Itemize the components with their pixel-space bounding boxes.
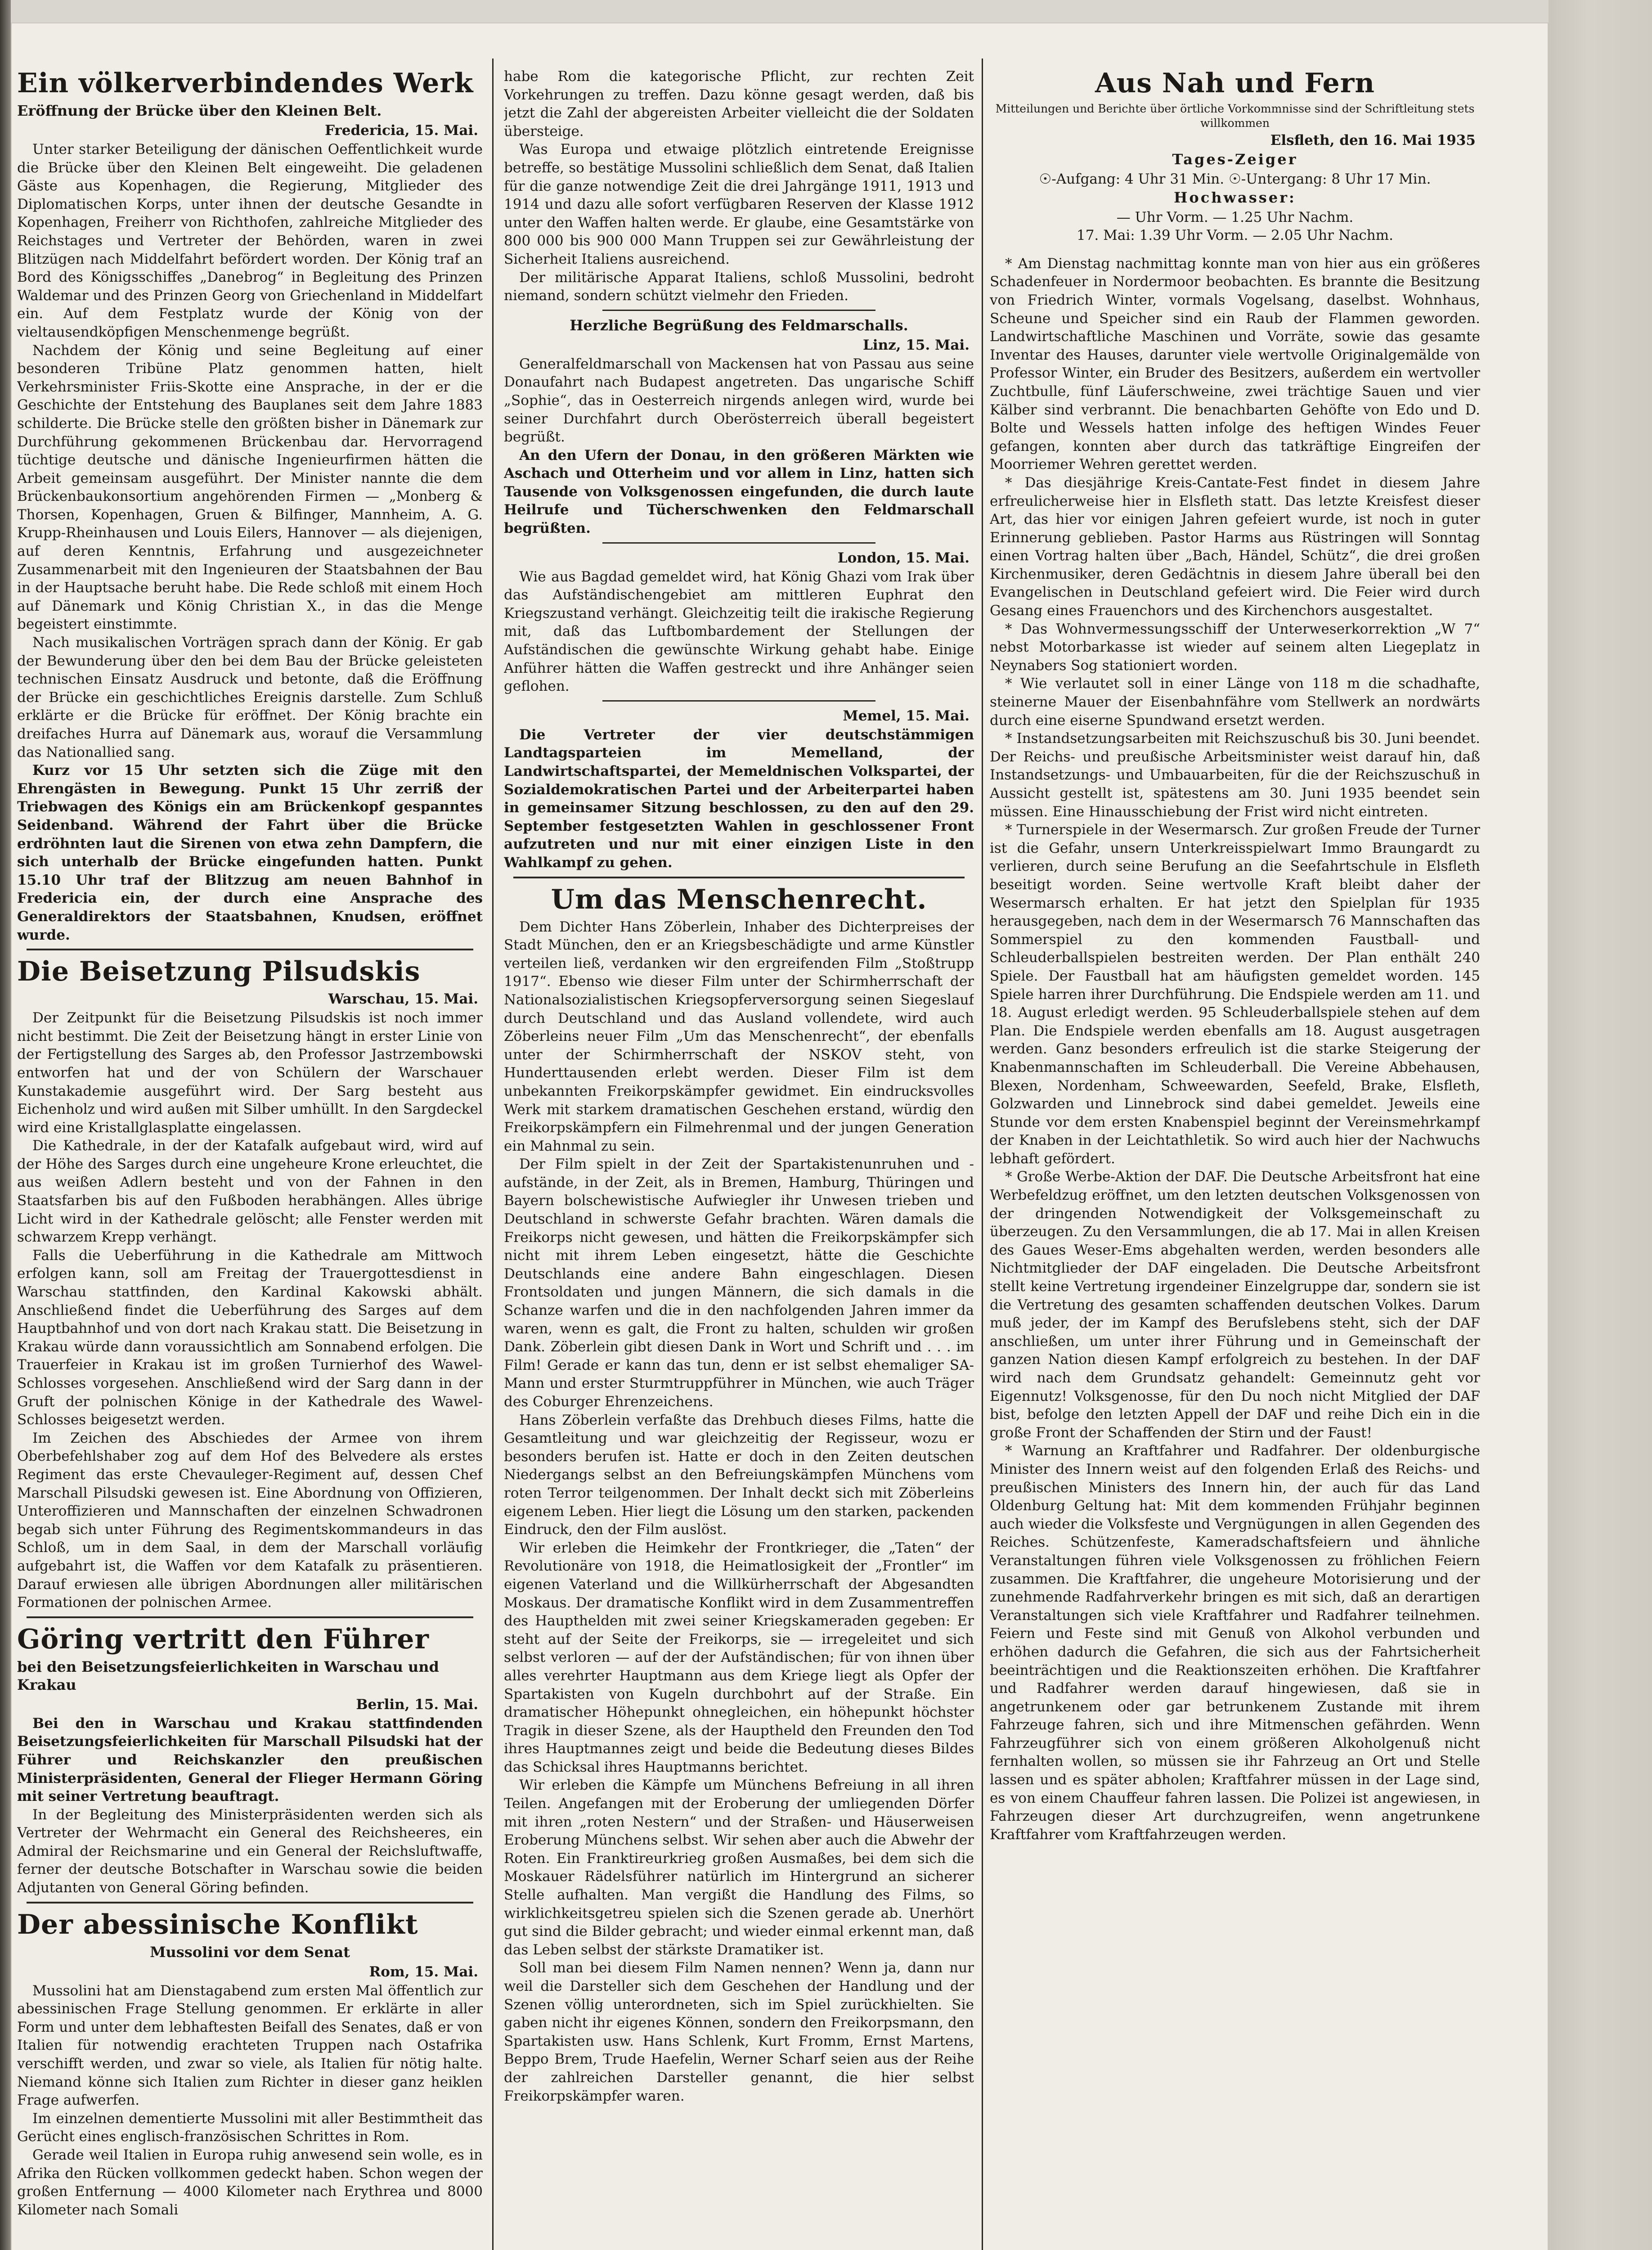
- sun-times: ☉-Aufgang: 4 Uhr 31 Min. ☉-Untergang: 8 Uhr 17 Min.: [1039, 171, 1431, 187]
- article-subhead: Eröffnung der Brücke über den Kleinen Belt.: [17, 102, 382, 119]
- article-dateline: Fredericia, 15. Mai.: [324, 122, 478, 139]
- article-paragraph: Soll man bei diesem Film Namen nennen? Wenn ja, dann nur weil die Darsteller sich dem Geschehen der Handlung und der Szenen völlig unterordneten, sich im Spiel zurückhielten. Sie gaben nicht ihr eigenes Können, sondern den Freikorpsmann, den Spartakisten usw. Hans Schlenk, Kurt Fromm, Ernst Martens, Beppo Brem, Trude Haefelin, Werner Scharf seien aus der Reihe der zahlreichen Darsteller genannt, die hier selbst Freikorpskämpfer waren.: [504, 1960, 974, 2104]
- article-memel: [504, 707, 974, 872]
- article-paragraph: Mussolini hat am Dienstagabend zum ersten Mal öffentlich zur abessinischen Frage Stellung genommen. Er erklärte in aller Form und unter dem lebhaftesten Beifall des Senates, daß er von Italien für notwendig erachteten Truppen nach Ostafrika verschifft werden, und zwar so viele, als Italien für nötig halte. Niemand könne sich Italien zum Richter in dieser ganz heiklen Frage aufwerfen.: [17, 1982, 483, 2109]
- article-headline: Ein völkerverbindendes Werk: [17, 68, 474, 99]
- article-dateline: Warschau, 15. Mai.: [328, 991, 478, 1008]
- article-paragraph-bold: Die Vertreter der vier deutschstämmigen Landtagsparteien im Memelland, der Landwirtschaftspartei, der Memeldnischen Volkspartei, der Sozialdemokratischen Partei und der Arbeiterpartei haben in gemeinsamer Sitzung beschlossen, zu den auf den 29. September festgesetzten Wahlen in geschlossener Front aufzutreten und nur mit einer einzigen Liste in den Wahlkampf zu gehen.: [504, 726, 974, 871]
- section-title: Aus Nah und Fern: [1095, 68, 1375, 99]
- article-subhead: Mussolini vor dem Senat: [150, 1943, 350, 1961]
- article-separator: [602, 310, 875, 311]
- article-paragraph: Im Zeichen des Abschiedes der Armee von ihrem Oberbefehlshaber zog auf dem Hof des Belvedere als erstes Regiment das erste Chevauleger-Regiment auf, dessen Chef Marschall Pilsudski gewesen ist. Eine Abordnung von Offizieren, Unteroffizieren und Mannschaften der einzelnen Schwadronen begab sich unter Führung des Regimentskommandeurs in das Schloß, um in dem Saal, in dem der Marschall vorläufig aufgebahrt ist, die Waffen vor dem Katafalk zu präsentieren. Darauf erwiesen alle übrigen Abordnungen aller militärischen Formationen der polnischen Armee.: [17, 1430, 483, 1611]
- article-paragraph: Falls die Ueberführung in die Kathedrale am Mittwoch erfolgen kann, soll am Freitag der Trauergottesdienst in Warschau stattfinden, den Kardinal Kakowski abhält. Anschließend findet die Ueberführung des Sarges auf dem Hauptbahnhof und von dort nach Krakau statt. Die Beisetzung in Krakau würde dann voraussichtlich am Sonnabend erfolgen. Die Trauerfeier in Krakau ist im großen Turnierhof des Wawel-Schlosses vorgesehen. Anschließend wird der Sarg dann in der Gruft der polnischen Könige in der Kathedrale des Wawel-Schlosses beigesetzt werden.: [17, 1247, 483, 1428]
- article-paragraph: Wie aus Bagdad gemeldet wird, hat König Ghazi vom Irak über das Aufständischengebiet am mittleren Euphrat den Kriegszustand verhängt. Gleichzeitig teilt die irakische Regierung mit, daß das Luftbombardement der Stellungen der Aufständischen die gewünschte Wirkung gehabt habe. Einige Anführer hätten die Waffen gestreckt und ihre Anhänger seien geflohen.: [504, 568, 974, 695]
- article-headline: Um das Menschenrecht.: [551, 883, 927, 915]
- article-paragraph: Der Zeitpunkt für die Beisetzung Pilsudskis ist noch immer nicht bestimmt. Die Zeit der Beisetzung hängt in erster Linie von der Fertigstellung des Sarges ab, den Professor Jastrzembowski entworfen hat und der von Schülern der Warschauer Kunstakademie ausgeführt wird. Der Sarg besteht aus Eichenholz und wird außen mit Silber umhüllt. In den Sargdeckel wird eine Kristallglasplatte eingelassen.: [17, 1010, 483, 1136]
- article-film: [504, 884, 974, 2106]
- article-paragraph: Der Film spielt in der Zeit der Spartakistenunruhen und -aufstände, in der Zeit, als in Bremen, Hamburg, Thüringen und Bayern bolschewistische Aufwiegler ihr Unwesen trieben und Deutschland in schwerste Gefahr brachten. Wären damals die Freikorps nicht gewesen, und hätten die Freikorpskämpfer sich nicht mit ihrem Leben eingesetzt, hätte die Geschichte Deutschlands eine andere Bahn eingeschlagen. Diesen Frontsoldaten und jungen Männern, die sich damals in die Schanze warfen und die in den nachfolgenden Jahren immer da waren, wenn es galt, die Front zu halten, schulden wir großen Dank. Zöberlein gibt diesen Dank in Wort und Schrift und . . . im Film! Gerade er kann das tun, denn er ist selbst ehemaliger SA-Mann und erster Sturmtruppführer in München, wie auch Träger des Coburger Ehrenzeichens.: [504, 1156, 974, 1410]
- article-subhead: bei den Beisetzungsfeierlichkeiten in Warschau und Krakau: [17, 1658, 439, 1693]
- section-dateline: Elsfleth, den 16. Mai 1935: [1270, 132, 1476, 148]
- tageszeiger-box: [990, 150, 1480, 245]
- local-news-masthead: [990, 68, 1480, 149]
- article-paragraph: Im einzelnen dementierte Mussolini mit aller Bestimmtheit das Gerücht eines englisch-französischen Schrittes in Rom.: [17, 2110, 483, 2145]
- local-news-item: * Instandsetzungsarbeiten mit Reichszuschuß bis 30. Juni beendet. Der Reichs- und preußische Arbeitsminister weist darauf hin, daß Instandsetzungs- und Umbauarbeiten, für die der Reichszuschuß in Aussicht gestellt ist, spätestens am 30. Juni 1935 beendet sein müssen. Eine Hinausschiebung der Frist wird nicht eintreten.: [990, 730, 1480, 820]
- article-paragraph: Gerade weil Italien in Europa ruhig anwesend sein wolle, es in Afrika den Rücken vollkommen gedeckt haben. Schon wegen der großen Entfernung — 4000 Kilometer nach Erythrea und 8000 Kilometer nach Somali: [17, 2147, 483, 2218]
- binding-edge: [0, 0, 11, 2250]
- scan-background-margin: [1549, 0, 1652, 2250]
- column-rule: [492, 58, 494, 2250]
- article-dateline: Linz, 15. Mai.: [863, 337, 970, 353]
- local-news-item: * Am Dienstag nachmittag konnte man von hier aus ein größeres Schadenfeuer in Nordermoor beobachten. Es brannte die Besitzung von Friedrich Winter, vormals Vogelsang, daselbst. Wohnhaus, Scheune und Speicher sind ein Raub der Flammen geworden. Landwirtschaftliche Maschinen und Vorräte, sowie das gesamte Inventar des Hauses, darunter viele wertvolle Originalgemälde von Professor Winter, ein Bruder des Besitzers, außerdem ein wertvoller Zuchtbulle, fünf Läuferschweine, zwei trächtige Sauen und vier Kälber sind verbrannt. Die benachbarten Gehöfte von Edo und D. Bolte und Wessels hatten infolge des heftigen Windes Feuer gefangen, konnten aber durch das tatkräftige Eingreifen der Moorriemer Wehren gerettet werden.: [990, 255, 1480, 473]
- article-paragraph: Dem Dichter Hans Zöberlein, Inhaber des Dichterpreises der Stadt München, den er an Kriegsbeschädigte und arme Künstler verteilen ließ, verdanken wir den ergreifenden Film „Stoßtrupp 1917“. Ebenso wie dieser Film unter der Schirmherrschaft der Nationalsozialistischen Kriegsopferversorgung seinen Siegeslauf durch Deutschland und das Ausland vollendete, wird auch Zöberleins neuer Film „Um das Menschenrecht“, der ebenfalls unter der Schirmherrschaft der NSKOV steht, von Hunderttausenden erlebt werden. Dieser Film ist dem unbekannten Freikorpskämpfer gewidmet. Ein eindrucksvolles Werk mit starkem dramatischen Geschehen erstand, würdig den Freikorpskämpfern ein Filmehrenmal und der jungen Generation ein Mahnmal zu sein.: [504, 918, 974, 1154]
- article-separator: [602, 542, 875, 544]
- column-left: [17, 68, 483, 2250]
- article-dateline: London, 15. Mai.: [837, 549, 970, 566]
- hochwasser-line: — Uhr Vorm. — 1.25 Uhr Nachm.: [1116, 209, 1354, 225]
- article-dateline: Rom, 15. Mai.: [369, 1963, 478, 1980]
- article-paragraph-bold: An den Ufern der Donau, in den größeren Märkten wie Aschach und Otterheim und vor allem in Linz, hatten sich Tausende von Volksgenossen eingefunden, die durch laute Heilrufe und Tücherschwenken den Feldmarschall begrüßten.: [504, 447, 974, 537]
- article-headline: Der abessinische Konflikt: [17, 1908, 418, 1940]
- article-paragraph: Generalfeldmarschall von Mackensen hat von Passau aus seine Donaufahrt nach Budapest angetreten. Das ungarische Schiff „Sophie“, das in Oesterreich nirgends anlegen wird, wurde bei seiner Durchfahrt durch Oberösterreich überall begeistert begrüßt.: [504, 356, 974, 446]
- article-paragraph: Nach musikalischen Vorträgen sprach dann der König. Er gab der Bewunderung über den bei dem Bau der Brücke geleisteten technischen Einsatz Ausdruck und betonte, daß die Eröffnung der Brücke ein geschichtliches Ereignis darstelle. Zum Schluß erklärte er die Brücke für eröffnet. Der König brachte ein dreifaches Hurra auf Dänemark aus, worauf die Versammlung das Nationallied sang.: [17, 634, 483, 760]
- article-separator: [27, 949, 474, 950]
- local-news-item: * Wie verlautet soll in einer Länge von 118 m die schadhafte, steinerne Mauer der Eisenbahnfähre vom Stellwerk an nordwärts durch eine eiserne Spundwand ersetzt werden.: [990, 675, 1480, 729]
- article-paragraph-bold: Kurz vor 15 Uhr setzten sich die Züge mit den Ehrengästen in Bewegung. Punkt 15 Uhr zerriß der Triebwagen des Königs ein am Brückenkopf gespanntes Seidenband. Während der Fahrt über die Brücke erdröhnten laut die Sirenen von etwa zehn Dampfern, die sich unterhalb der Brücke eingefunden hatten. Punkt 15.10 Uhr traf der Blitzzug am neuen Bahnhof in Fredericia ein, der durch eine Ansprache des Generaldirektors der Staatsbahnen, Knudsen, eröffnet wurde.: [17, 762, 483, 943]
- article-mackensen: [504, 316, 974, 538]
- article-paragraph: Hans Zöberlein verfaßte das Drehbuch dieses Films, hatte die Gesamtleitung und war gleichzeitig der Regisseur, wozu er besonders berufen ist. Hatte er doch in den Zeiten deutschen Niedergangs selbst an den Befreiungskämpfen Münchens vom roten Terror teilgenommen. Der Inhalt deckt sich mit Zöberleins eigenem Leben. Hier liegt die Lösung um den starken, packenden Eindruck, den der Film auslöst.: [504, 1412, 974, 1538]
- article-headline: Göring vertritt den Führer: [17, 1623, 430, 1655]
- hochwasser-line: 17. Mai: 1.39 Uhr Vorm. — 2.05 Uhr Nachm.: [1076, 227, 1394, 244]
- article-paragraph: Wir erleben die Heimkehr der Frontkrieger, die „Taten“ der Revolutionäre von 1918, die Heimatlosigkeit der „Frontler“ im eigenen Vaterland und die Willkürherrschaft der Abgesandten Moskaus. Der dramatische Konflikt wird in dem Zusammentreffen des Haupthelden mit zwei seiner Kriegskameraden gegeben: Er steht auf der Seite der Freikorps, sie — irregeleitet und sich selbst verloren — auf der der Aufständischen; für von ihnen über alles verehrter Hauptmann aus dem Kriege liegt als Opfer der Spartakisten von Kugeln durchbohrt auf der Straße. Ein dramatischer Höhepunkt ohnegleichen, ein höhepunkt höchster Tragik in dieser Szene, als der Hauptheld den Freunden den Tod ihres Hauptmannes zeigt und beide die Bedeutung dieses Bildes das Schicksal ihres Hauptmanns berichtet.: [504, 1539, 974, 1775]
- article-separator: [27, 1616, 474, 1618]
- article-paragraph: In der Begleitung des Ministerpräsidenten werden sich als Vertreter der Wehrmacht ein General des Reichsheeres, ein Admiral der Reichsmarine und ein General der Reichsluftwaffe, ferner der deutsche Botschafter in Warschau sowie die beiden Adjutanten von General Göring befinden.: [17, 1806, 483, 1896]
- article-pilsudski: [17, 956, 483, 1612]
- article-paragraph: Die Kathedrale, in der der Katafalk aufgebaut wird, wird auf der Höhe des Sarges durch eine ungeheure Krone erleuchtet, die aus weißen Adlern besteht und von der Fahnen in den Staatsfarben bis auf den Fußboden herabhängen. Alles übrige Licht wird in der Kathedrale gelöscht; alle Fenster werden mit schwarzem Krepp verhängt.: [17, 1138, 483, 1246]
- article-paragraph: habe Rom die kategorische Pflicht, zur rechten Zeit Vorkehrungen zu treffen. Dazu könne gesagt werden, daß bis jetzt die Zahl der abgereisten Arbeiter vielleicht die der Soldaten übersteige.: [504, 68, 974, 140]
- local-news-item: * Große Werbe-Aktion der DAF. Die Deutsche Arbeitsfront hat eine Werbefeldzug eröffnet, um den letzten deutschen Volksgenossen von der dringenden Notwendigkeit der Volksgemeinschaft zu überzeugen. Zu den Versammlungen, die ab 17. Mai in allen Kreisen des Gaues Weser-Ems abgehalten werden, werden besonders alle Nichtmitglieder der DAF eingeladen. Die Deutsche Arbeitsfront stellt keine Vertretung irgendeiner Einzelgruppe dar, sondern sie ist die Vertretung des gesamten schaffenden deutschen Volkes. Darum muß jeder, der im Kampf des Berufslebens steht, sich der DAF anschließen, um unter ihrer Führung und in Gemeinschaft der ganzen Nation diesen Kampf erfolgreich zu bestehen. In der DAF wird nach dem Grundsatz gehandelt: Gemeinnutz geht vor Eigennutz! Volksgenosse, für den Du noch nicht Mitglied der DAF bist, befolge den letzten Appell der DAF und reihe Dich ein in die große Front der Schaffenden der Stirn und der Faust!: [990, 1169, 1480, 1441]
- article-headline: Die Beisetzung Pilsudskis: [17, 956, 421, 988]
- column-middle: [504, 68, 974, 2250]
- article-subhead: Herzliche Begrüßung des Feldmarschalls.: [570, 316, 908, 334]
- column-right: [990, 68, 1480, 2250]
- local-news-item: * Turnerspiele in der Wesermarsch. Zur großen Freude der Turner ist die Gefahr, unsern Unterkreisspielwart Immo Braungardt zu verlieren, durch seine Berufung an die Seefahrtschule in Elsfleth beseitigt worden. Seine wertvolle Kraft bleibt daher der Wesermarsch erhalten. Er hat jetzt den Spielplan für 1935 herausgegeben, nach dem in der Wesermarsch 76 Mannschaften das Sommerspiel zu den kommenden Faustball- und Schleuderballspielen bestreiten werden. Der Plan enthält 240 Spiele. Der Faustball hat am häufigsten gemeldet worden. 145 Spiele harren ihrer Durchführung. Die Endspiele werden am 11. und 18. August erledigt werden. 95 Schleuderballspiele stehen auf dem Plan. Die Endspiele werden ebenfalls am 18. August ausgetragen werden. Ganz besonders erfreulich ist die starke Steigerung der Knabenmannschaften im Schleuderball. Die Vereine Abbehausen, Blexen, Nordenham, Schweewarden, Seefeld, Brake, Elsfleth, Golzwarden und Linnebrock sind dabei gemeldet. Jeweils eine Stunde vor dem ersten Knabenspiel beginnt der Vereinsmehrkampf der Knaben in der Leichtathletik. So wird auch hier der Nachwuchs lebhaft gefördert.: [990, 822, 1480, 1167]
- article-paragraph: Wir erleben die Kämpfe um Münchens Befreiung in all ihren Teilen. Angefangen mit der Eroberung der umliegenden Dörfer mit ihren „roten Nestern“ und der Straßen- und Häuserweisen Eroberung Münchens selbst. Wir sehen aber auch die Abwehr der Roten. Ein Franktireurkrieg großen Ausmaßes, bei dem sich die Moskauer Rädelsführer natürlich im Hintergrund an sicherer Stelle aufhalten. Man vergißt die Handlung des Films, so wirklichkeitsgetreu spielen sich die Szenen gerade ab. Unerhört gut sind die Bilder gebracht; und wieder einmal erkennt man, daß das Leben selbst der stärkste Dramatiker ist.: [504, 1777, 974, 1958]
- section-tagline: Mitteilungen und Berichte über örtliche Vorkommnisse sind der Schriftleitung stets willkommen: [995, 102, 1475, 130]
- column-rule: [982, 58, 983, 2250]
- local-news-item: * Das Wohnvermessungsschiff der Unterweserkorrektion „W 7“ nebst Motorbarkasse ist wieder auf seinem alten Liegeplatz in Neynabers Sog stationiert worden.: [990, 621, 1480, 674]
- article-abyssinia: [17, 1909, 483, 2219]
- article-bridge: [17, 68, 483, 944]
- article-paragraph-bold: Bei den in Warschau und Krakau stattfindenden Beisetzungsfeierlichkeiten für Marschall Pilsudski hat der Führer und Reichskanzler den preußischen Ministerpräsidenten, General der Flieger Hermann Göring mit seiner Vertretung beauftragt.: [17, 1715, 483, 1805]
- article-iraq: [504, 549, 974, 696]
- article-goering: [17, 1624, 483, 1897]
- article-abyssinia-continued: [504, 68, 974, 305]
- article-paragraph: Was Europa und etwaige plötzlich eintretende Ereignisse betreffe, so bestätige Mussolini schließlich dem Senat, daß Italien für die ganze notwendige Zeit die drei Jahrgänge 1911, 1913 und 1914 und dazu alle sofort verfügbaren Reserven der Klasse 1912 unter den Waffen halten werde. Er glaube, eine Gesamtstärke von 800 000 bis 900 000 Mann Truppen sei zur Gewährleistung der Sicherheit Italiens ausreichend.: [504, 141, 974, 267]
- article-separator: [27, 1902, 474, 1904]
- local-news-item: * Warnung an Kraftfahrer und Radfahrer. Der oldenburgische Minister des Innern weist auf den folgenden Erlaß des Reichs- und preußischen Ministers des Innern hin, der auch für das Land Oldenburg Geltung hat: Mit dem kommenden Frühjahr beginnen auch wieder die Volksfeste und Vergnügungen in allen Gegenden des Reiches. Schützenfeste, Kameradschaftsfeiern und ähnliche Veranstaltungen führen viele Volksgenossen zu fröhlichen Feiern zusammen. Die Kraftfahrer, die ungeheure Motorisierung und der zunehmende Radfahrverkehr bringen es mit sich, daß an derartigen Veranstaltungen sich viele Kraftfahrer und Radfahrer teilnehmen. Feiern und Feste sind mit Genuß von Alkohol verbunden und erhöhen dadurch die Gefahren, die sich aus der Fahrtsicherheit beeinträchtigen und die Reaktionszeiten erhöhen. Die Kraftfahrer und Radfahrer werden darauf hingewiesen, daß sie in angetrunkenem oder gar betrunkenem Zustande mit ihrem Fahrzeuge fahren, sich und ihre Mitmenschen gefährden. Wenn Fahrzeugführer sich von einem größeren Alkoholgenuß nicht fernhalten wollen, so müssen sie ihr Fahrzeug an Ort und Stelle lassen und es später abholen; Kraftfahrer müssen in der Lage sind, es von einem Chauffeur fahren lassen. Die Polizei ist angewiesen, in Fahrzeugen dieser Art durchzugreifen, wenn angetrunkene Kraftfahrer vom Kraftfahrzeugen werden.: [990, 1443, 1480, 1843]
- article-separator: [602, 700, 875, 702]
- local-news-item: * Das diesjährige Kreis-Cantate-Fest findet in diesem Jahre erfreulicherweise hier in Elsfleth statt. Das letzte Kreisfest dieser Art, das hier vor einigen Jahren gefeiert wurde, ist noch in guter Erinnerung geblieben. Pastor Harms aus Rüstringen will Sonntag einen Vortrag halten über „Bach, Händel, Schütz“, die drei großen Kirchenmusiker, deren Gedächtnis in diesem Jahre überall bei den Evangelischen in Deutschland gefeiert wird. Die Feier wird durch Gesang eines Frauenchors und des Kirchenchors ausgestaltet.: [990, 474, 1480, 619]
- spacer: [990, 245, 1480, 255]
- article-paragraph: Der militärische Apparat Italiens, schloß Mussolini, bedroht niemand, sondern schützt vielmehr den Frieden.: [504, 269, 974, 304]
- hochwasser-title: Hochwasser:: [1174, 189, 1296, 206]
- tageszeiger-title: Tages-Zeiger: [1172, 151, 1298, 168]
- article-paragraph: Nachdem der König und seine Begleitung auf einer besonderen Tribüne Platz genommen hatten, hielt Verkehrsminister Friis-Skotte eine Ansprache, in der er die Geschichte der Entstehung des Bauplanes seit dem Jahre 1883 schilderte. Die Brücke stelle den größten bisher in Dänemark zur Durchführung gekommenen Brückenbau dar. Hervorragend tüchtige deutsche und dänische Ingenieurfirmen hätten die Arbeit gemeinsam ausgeführt. Der Minister nannte die dem Brückenbaukonsortium angehörenden Firmen — „Monberg & Thorsen, Kopenhagen, Gruen & Bilfinger, Mannheim, A. G. Krupp-Rheinhausen und Louis Eilers, Hannover — als diejenigen, auf deren Kenntnis, Erfahrung und ausgezeichneter Zusammenarbeit mit den Ingenieuren der Staatsbahnen der Bau in der Hauptsache beruht habe. Die Rede schloß mit einem Hoch auf Dänemark und König Christian X., in das die Menge begeistert einstimmte.: [17, 342, 483, 633]
- article-dateline: Memel, 15. Mai.: [843, 707, 970, 724]
- article-dateline: Berlin, 15. Mai.: [356, 1696, 478, 1713]
- article-separator: [513, 877, 965, 878]
- article-paragraph: Unter starker Beteiligung der dänischen Oeffentlichkeit wurde die Brücke über den Kleinen Belt eingeweiht. Die geladenen Gäste aus Kopenhagen, die Regierung, Mitglieder des Diplomatischen Korps, unter ihnen der deutsche Gesandte in Kopenhagen, Freiherr von Richthofen, zahlreiche Mitglieder des Reichstages und Vertreter der Behörden, waren in zwei Blitzügen nach Middelfahrt befördert worden. Der König traf an Bord des Königsschiffes „Danebrog“ in Begleitung des Prinzen Waldemar und des Prinzen Georg von Griechenland in Middelfart ein. Auf dem Festplatz wurde der König von der vieltausendköpfigen Menschenmenge begrüßt.: [17, 141, 483, 340]
